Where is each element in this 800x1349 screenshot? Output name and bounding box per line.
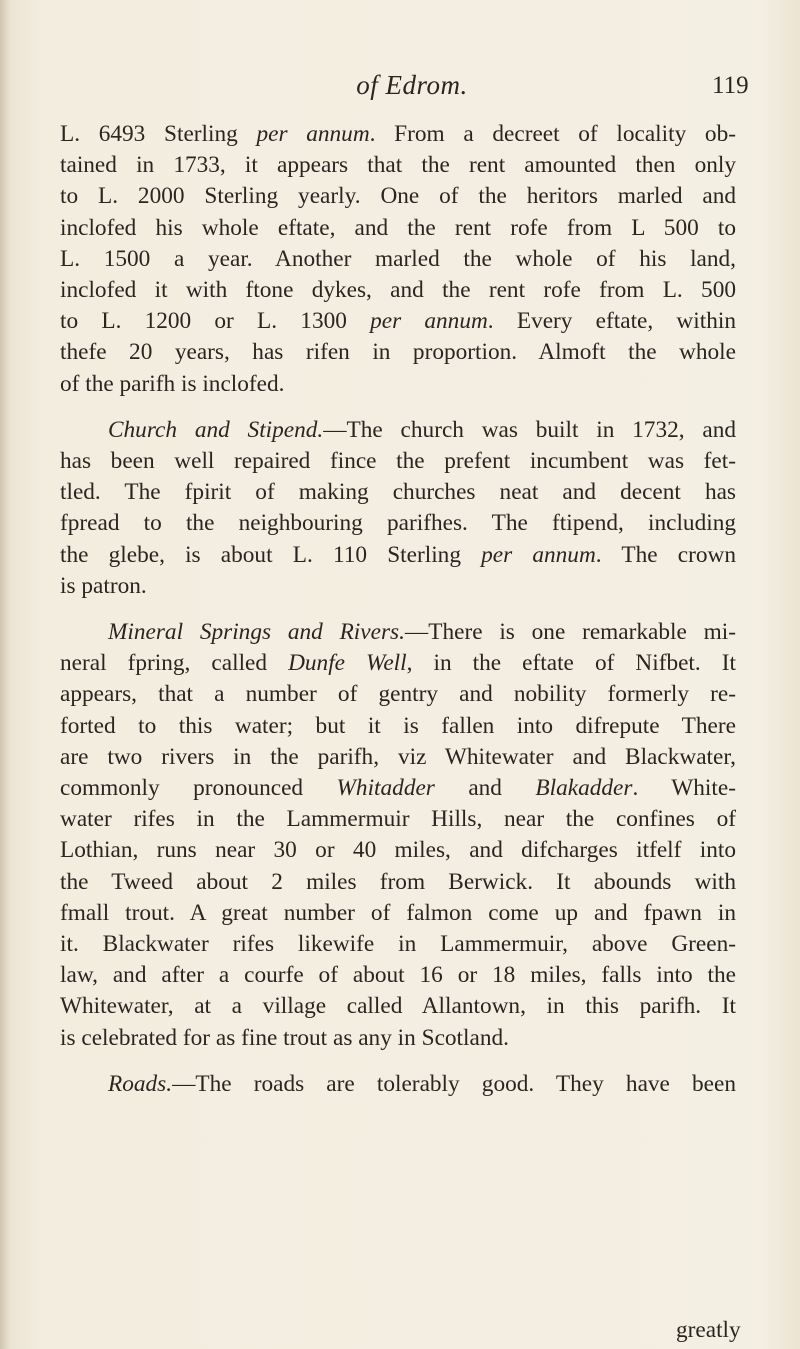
paragraph-church-and-stipend [60, 415, 736, 602]
page-gutter [0, 0, 10, 1349]
text-line: it. Blackwater rifes likewife in Lammermuir, above Green- [60, 931, 736, 958]
text-line: the glebe, is about L. 110 Sterling per annum. The crown [60, 541, 736, 568]
text-line: tled. The fpirit of making churches neat and decent has [60, 479, 736, 506]
text-line: the Tweed about 2 miles from Berwick. It abounds with [60, 868, 736, 895]
paragraph-rent [60, 119, 736, 400]
text-line: fmall trout. A great number of falmon come up and fpawn in [60, 899, 736, 926]
text-line: appears, that a number of gentry and nobility formerly re- [60, 681, 736, 708]
text-line: inclofed his whole eftate, and the rent rofe from L 500 to [60, 214, 736, 241]
text-line: Mineral Springs and Rivers.—There is one remarkable mi- [108, 619, 736, 646]
text-line: is celebrated for as fine trout as any in Scotland. [60, 1024, 509, 1051]
text-line: to L. 2000 Sterling yearly. One of the heritors marled and [60, 183, 736, 210]
paragraph-roads [60, 1069, 736, 1100]
text-line: Roads.—The roads are tolerably good. They have been [108, 1070, 736, 1097]
body-text [60, 119, 736, 1115]
text-line: is patron. [60, 572, 147, 599]
text-line: are two rivers in the parifh, viz Whitewater and Blackwater, [60, 743, 736, 770]
text-line: inclofed it with ftone dykes, and the rent rofe from L. 500 [60, 277, 736, 304]
text-line: Lothian, runs near 30 or 40 miles, and difcharges itfelf into [60, 837, 736, 864]
text-line: L. 6493 Sterling per annum. From a decreet of locality ob- [60, 121, 736, 147]
text-line: Church and Stipend.—The church was built in 1732, and [108, 416, 736, 443]
text-line: neral fpring, called Dunfe Well, in the eftate of Nifbet. It [60, 650, 737, 677]
page-number: 119 [712, 72, 749, 99]
text-line: to L. 1200 or L. 1300 per annum. Every eftate, within [60, 308, 736, 335]
text-line: fpread to the neighbouring parifhes. The ftipend, including [60, 510, 736, 537]
text-line: Whitewater, at a village called Allantown, in this parifh. It [60, 993, 736, 1020]
paragraph-mineral-springs-and-rivers [60, 617, 736, 1054]
text-line: law, and after a courfe of about 16 or 18 miles, falls into the [60, 962, 736, 989]
text-line: thefe 20 years, has rifen in proportion. Almoft the whole [60, 339, 736, 366]
text-line: L. 1500 a year. Another marled the whole of his land, [60, 245, 736, 272]
text-line: commonly pronounced Whitadder and Blakadder. White- [60, 775, 736, 802]
page-header [0, 70, 800, 106]
text-line: forted to this water; but it is fallen into difrepute There [60, 712, 736, 739]
text-line: has been well repaired fince the prefent incumbent was fet- [60, 448, 736, 475]
catchword: greatly [676, 1317, 741, 1343]
text-line: tained in 1733, it appears that the rent amounted then only [60, 152, 736, 179]
text-line: water rifes in the Lammermuir Hills, near the confines of [60, 806, 736, 833]
text-line: of the parifh is inclofed. [60, 370, 285, 397]
running-title: of Edrom. [356, 70, 468, 100]
